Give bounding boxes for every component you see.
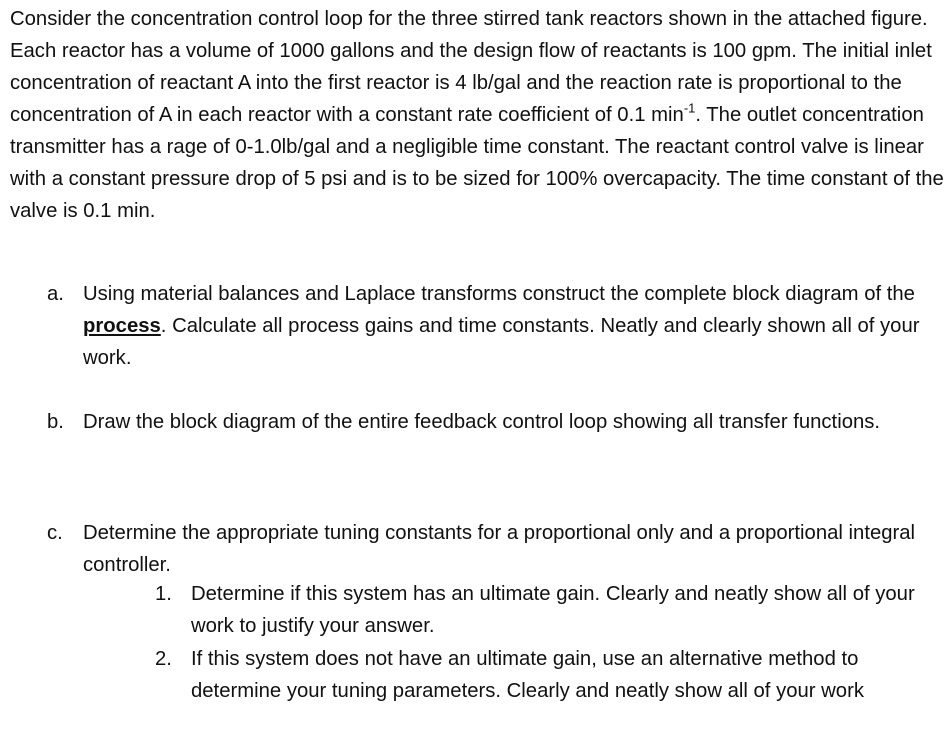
problem-statement-text: Consider the concentration control loop for the three stirred tank reactors shown in the attached figure. Each reactor has a volume of 1000 gallons and the design flow of reactants is 100 gpm. The initial inlet concentration of reactant A into the first reactor is 4 lb/gal and the reaction rate is proportional to the concentration of A in each reactor with a constant rate coefficient of 0.1 min [10,8,932,126]
problem-document [10,3,944,702]
subitem-1-text: Determine if this system has an ultimate gain. Clearly and neatly show all of your work to justify your answer. [191,583,915,637]
question-c-marker: c. [47,522,63,544]
question-a-text-start: Using material balances and Laplace transforms construct the complete block diagram of the [83,283,915,305]
subitem-2-marker: 2. [155,648,172,670]
problem-statement [10,3,944,227]
question-a [47,278,944,374]
question-b [47,406,944,438]
question-c-text: Determine the appropriate tuning constants for a proportional only and a proportional integral controller. [83,522,916,576]
process-emphasis: process [83,315,161,337]
rate-coefficient-exponent: -1 [683,100,696,116]
subitem-2-text: If this system does not have an ultimate gain, use an alternative method to determine your tuning parameters. Clearly and neatly show all of your work [191,648,864,702]
question-b-text: Draw the block diagram of the entire feedback control loop showing all transfer functions. [83,411,881,433]
question-a-marker: a. [47,283,64,305]
question-a-text-end: . Calculate all process gains and time constants. Neatly and clearly shown all of your work. [83,315,920,369]
subitem-1-marker: 1. [155,583,172,605]
problem-statement-continuation: . The outlet concentration transmitter has a rage of 0-1.0lb/gal and a negligible time constant. The reactant control valve is linear with a constant pressure drop of 5 psi and is to be sized for 100% overcapacity. The time constant of the valve is 0.1 min. [10,104,944,222]
question-c-subitem-1 [155,578,944,642]
question-a-text [83,278,944,374]
question-c [47,517,944,581]
question-b-marker: b. [47,411,64,433]
question-c-subitem-2 [155,643,944,707]
